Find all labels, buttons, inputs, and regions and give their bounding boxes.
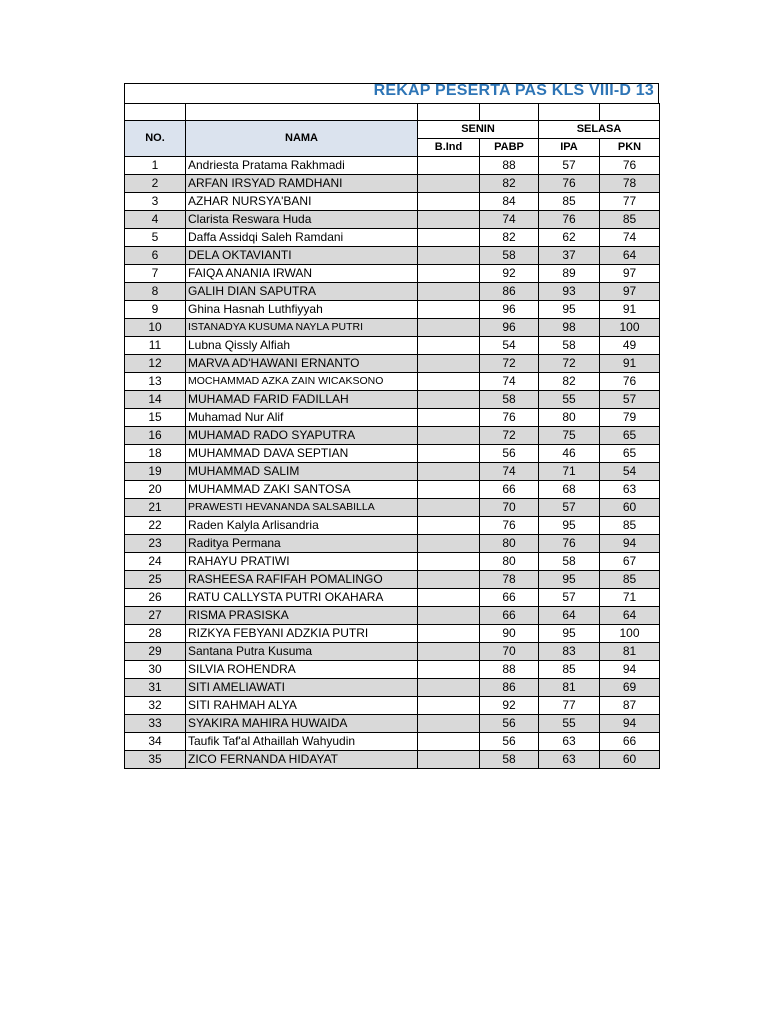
cell-bind: [418, 481, 480, 499]
cell-pkn: 57: [600, 391, 660, 409]
cell-nama: Raditya Permana: [186, 535, 418, 553]
table-row: [125, 517, 660, 535]
cell-bind: [418, 229, 480, 247]
cell-pabp: 92: [480, 697, 539, 715]
header-selasa: SELASA: [539, 121, 660, 139]
cell-ipa: 75: [539, 427, 600, 445]
table-row: [125, 589, 660, 607]
cell-pkn: 94: [600, 661, 660, 679]
cell-ipa: 95: [539, 301, 600, 319]
cell-pabp: 72: [480, 427, 539, 445]
cell-pkn: 87: [600, 697, 660, 715]
sheet-title: REKAP PESERTA PAS KLS VIII-D 13: [373, 82, 654, 99]
cell-ipa: 46: [539, 445, 600, 463]
cell-ipa: 81: [539, 679, 600, 697]
cell-pkn: 76: [600, 157, 660, 175]
cell-bind: [418, 751, 480, 769]
table-row: [125, 607, 660, 625]
cell-bind: [418, 517, 480, 535]
cell-pkn: 54: [600, 463, 660, 481]
title-row: [124, 83, 659, 103]
cell-ipa: 76: [539, 175, 600, 193]
table-row: [125, 355, 660, 373]
cell-nama: MUHAMMAD ZAKI SANTOSA: [186, 481, 418, 499]
cell-bind: [418, 427, 480, 445]
cell-no: 2: [125, 175, 186, 193]
table-row: [125, 481, 660, 499]
cell-no: 22: [125, 517, 186, 535]
cell-pkn: 60: [600, 751, 660, 769]
cell-ipa: 64: [539, 607, 600, 625]
cell-pabp: 72: [480, 355, 539, 373]
cell-bind: [418, 391, 480, 409]
table-row: [125, 661, 660, 679]
table-row: [125, 211, 660, 229]
cell-ipa: 93: [539, 283, 600, 301]
cell-ipa: 95: [539, 517, 600, 535]
cell-ipa: 68: [539, 481, 600, 499]
cell-pabp: 66: [480, 481, 539, 499]
cell-nama: RIZKYA FEBYANI ADZKIA PUTRI: [186, 625, 418, 643]
cell-pabp: 86: [480, 283, 539, 301]
cell-no: 11: [125, 337, 186, 355]
table-row: [125, 247, 660, 265]
cell-pabp: 92: [480, 265, 539, 283]
table-row: [125, 643, 660, 661]
blank-cell: [539, 104, 600, 121]
cell-nama: MARVA AD'HAWANI ERNANTO: [186, 355, 418, 373]
cell-pabp: 70: [480, 499, 539, 517]
table-row: [125, 175, 660, 193]
cell-nama: RAHAYU PRATIWI: [186, 553, 418, 571]
cell-pkn: 81: [600, 643, 660, 661]
cell-no: 24: [125, 553, 186, 571]
cell-pkn: 94: [600, 535, 660, 553]
cell-bind: [418, 337, 480, 355]
cell-nama: FAIQA ANANIA IRWAN: [186, 265, 418, 283]
blank-cell: [125, 104, 186, 121]
cell-pabp: 58: [480, 751, 539, 769]
cell-pabp: 88: [480, 661, 539, 679]
cell-no: 29: [125, 643, 186, 661]
cell-bind: [418, 643, 480, 661]
cell-pabp: 82: [480, 229, 539, 247]
cell-pkn: 64: [600, 607, 660, 625]
cell-nama: Lubna Qissly Alfiah: [186, 337, 418, 355]
cell-bind: [418, 409, 480, 427]
header-senin: SENIN: [418, 121, 539, 139]
cell-nama: ISTANADYA KUSUMA NAYLA PUTRI: [186, 319, 418, 337]
cell-ipa: 37: [539, 247, 600, 265]
cell-ipa: 55: [539, 391, 600, 409]
cell-ipa: 58: [539, 553, 600, 571]
cell-ipa: 95: [539, 571, 600, 589]
cell-no: 18: [125, 445, 186, 463]
cell-pkn: 85: [600, 571, 660, 589]
cell-nama: RISMA PRASISKA: [186, 607, 418, 625]
header-bind: B.Ind: [418, 139, 480, 157]
table-row: [125, 283, 660, 301]
cell-nama: Taufik Taf'al Athaillah Wahyudin: [186, 733, 418, 751]
table-row: [125, 265, 660, 283]
cell-bind: [418, 697, 480, 715]
table-row: [125, 535, 660, 553]
cell-bind: [418, 607, 480, 625]
table-row: [125, 751, 660, 769]
cell-ipa: 76: [539, 211, 600, 229]
cell-bind: [418, 679, 480, 697]
table-row: [125, 193, 660, 211]
cell-ipa: 58: [539, 337, 600, 355]
cell-ipa: 71: [539, 463, 600, 481]
cell-pabp: 80: [480, 535, 539, 553]
cell-no: 21: [125, 499, 186, 517]
cell-ipa: 80: [539, 409, 600, 427]
cell-bind: [418, 247, 480, 265]
table-row: [125, 679, 660, 697]
cell-bind: [418, 319, 480, 337]
cell-bind: [418, 211, 480, 229]
cell-pabp: 56: [480, 715, 539, 733]
cell-nama: Clarista Reswara Huda: [186, 211, 418, 229]
cell-pkn: 76: [600, 373, 660, 391]
cell-nama: Santana Putra Kusuma: [186, 643, 418, 661]
cell-nama: RATU CALLYSTA PUTRI OKAHARA: [186, 589, 418, 607]
table-row: [125, 553, 660, 571]
cell-pkn: 65: [600, 445, 660, 463]
cell-ipa: 76: [539, 535, 600, 553]
cell-ipa: 98: [539, 319, 600, 337]
cell-no: 12: [125, 355, 186, 373]
table-row: [125, 337, 660, 355]
cell-no: 27: [125, 607, 186, 625]
cell-ipa: 85: [539, 661, 600, 679]
cell-nama: MUHAMAD RADO SYAPUTRA: [186, 427, 418, 445]
table-row: [125, 391, 660, 409]
cell-bind: [418, 589, 480, 607]
cell-pkn: 97: [600, 265, 660, 283]
cell-no: 34: [125, 733, 186, 751]
cell-bind: [418, 571, 480, 589]
cell-no: 20: [125, 481, 186, 499]
cell-nama: SYAKIRA MAHIRA HUWAIDA: [186, 715, 418, 733]
cell-ipa: 85: [539, 193, 600, 211]
cell-nama: SITI AMELIAWATI: [186, 679, 418, 697]
cell-no: 10: [125, 319, 186, 337]
cell-pkn: 63: [600, 481, 660, 499]
cell-nama: DELA OKTAVIANTI: [186, 247, 418, 265]
cell-nama: MUHAMMAD SALIM: [186, 463, 418, 481]
cell-bind: [418, 157, 480, 175]
table-row: [125, 301, 660, 319]
cell-pabp: 74: [480, 463, 539, 481]
cell-pabp: 76: [480, 409, 539, 427]
cell-bind: [418, 661, 480, 679]
cell-nama: PRAWESTI HEVANANDA SALSABILLA: [186, 499, 418, 517]
table-row: [125, 229, 660, 247]
cell-bind: [418, 463, 480, 481]
table-row: [125, 697, 660, 715]
cell-pkn: 66: [600, 733, 660, 751]
cell-pkn: 100: [600, 319, 660, 337]
cell-pabp: 58: [480, 247, 539, 265]
cell-ipa: 89: [539, 265, 600, 283]
header-ipa: IPA: [539, 139, 600, 157]
cell-pkn: 91: [600, 301, 660, 319]
table-row: [125, 571, 660, 589]
cell-nama: SITI RAHMAH ALYA: [186, 697, 418, 715]
cell-no: 15: [125, 409, 186, 427]
cell-ipa: 63: [539, 751, 600, 769]
cell-pkn: 64: [600, 247, 660, 265]
cell-nama: ARFAN IRSYAD RAMDHANI: [186, 175, 418, 193]
cell-bind: [418, 553, 480, 571]
cell-pabp: 56: [480, 445, 539, 463]
cell-no: 33: [125, 715, 186, 733]
table-row: [125, 625, 660, 643]
cell-pabp: 84: [480, 193, 539, 211]
cell-no: 30: [125, 661, 186, 679]
table-row: [125, 157, 660, 175]
table-row: [125, 463, 660, 481]
cell-pabp: 56: [480, 733, 539, 751]
cell-nama: RASHEESA RAFIFAH POMALINGO: [186, 571, 418, 589]
cell-pkn: 100: [600, 625, 660, 643]
table-row: [125, 715, 660, 733]
header-pabp: PABP: [480, 139, 539, 157]
blank-cell: [186, 104, 418, 121]
cell-pabp: 66: [480, 607, 539, 625]
cell-pkn: 78: [600, 175, 660, 193]
cell-no: 7: [125, 265, 186, 283]
cell-no: 23: [125, 535, 186, 553]
score-table: [124, 103, 660, 769]
cell-no: 35: [125, 751, 186, 769]
cell-no: 32: [125, 697, 186, 715]
cell-no: 16: [125, 427, 186, 445]
cell-pkn: 91: [600, 355, 660, 373]
cell-nama: Raden Kalyla Arlisandria: [186, 517, 418, 535]
blank-row: [125, 104, 660, 121]
cell-pabp: 76: [480, 517, 539, 535]
table-row: [125, 445, 660, 463]
cell-ipa: 62: [539, 229, 600, 247]
cell-pabp: 88: [480, 157, 539, 175]
cell-pkn: 94: [600, 715, 660, 733]
cell-no: 28: [125, 625, 186, 643]
cell-pabp: 82: [480, 175, 539, 193]
cell-pkn: 60: [600, 499, 660, 517]
blank-cell: [600, 104, 660, 121]
cell-no: 19: [125, 463, 186, 481]
cell-nama: Daffa Assidqi Saleh Ramdani: [186, 229, 418, 247]
cell-pkn: 85: [600, 211, 660, 229]
table-row: [125, 733, 660, 751]
table-row: [125, 499, 660, 517]
cell-bind: [418, 175, 480, 193]
table-row: [125, 373, 660, 391]
cell-no: 5: [125, 229, 186, 247]
cell-pkn: 97: [600, 283, 660, 301]
table-row: [125, 319, 660, 337]
cell-no: 9: [125, 301, 186, 319]
cell-pkn: 79: [600, 409, 660, 427]
header-row-days: [125, 121, 660, 139]
cell-pabp: 96: [480, 319, 539, 337]
cell-bind: [418, 733, 480, 751]
cell-bind: [418, 355, 480, 373]
cell-bind: [418, 193, 480, 211]
cell-pkn: 69: [600, 679, 660, 697]
cell-nama: MUHAMAD FARID FADILLAH: [186, 391, 418, 409]
cell-no: 13: [125, 373, 186, 391]
cell-no: 14: [125, 391, 186, 409]
cell-no: 1: [125, 157, 186, 175]
cell-pabp: 96: [480, 301, 539, 319]
cell-pabp: 90: [480, 625, 539, 643]
cell-pkn: 71: [600, 589, 660, 607]
cell-no: 6: [125, 247, 186, 265]
cell-bind: [418, 283, 480, 301]
cell-ipa: 55: [539, 715, 600, 733]
cell-nama: MOCHAMMAD AZKA ZAIN WICAKSONO: [186, 373, 418, 391]
blank-cell: [418, 104, 480, 121]
cell-ipa: 72: [539, 355, 600, 373]
spreadsheet: [124, 83, 659, 769]
cell-nama: ZICO FERNANDA HIDAYAT: [186, 751, 418, 769]
cell-no: 4: [125, 211, 186, 229]
cell-nama: MUHAMMAD DAVA SEPTIAN: [186, 445, 418, 463]
header-nama: NAMA: [186, 121, 418, 157]
cell-pabp: 58: [480, 391, 539, 409]
cell-bind: [418, 445, 480, 463]
cell-ipa: 82: [539, 373, 600, 391]
cell-ipa: 83: [539, 643, 600, 661]
cell-pabp: 54: [480, 337, 539, 355]
cell-pkn: 77: [600, 193, 660, 211]
cell-pabp: 66: [480, 589, 539, 607]
header-no: NO.: [125, 121, 186, 157]
cell-nama: Ghina Hasnah Luthfiyyah: [186, 301, 418, 319]
cell-pkn: 49: [600, 337, 660, 355]
header-pkn: PKN: [600, 139, 660, 157]
cell-nama: AZHAR NURSYA'BANI: [186, 193, 418, 211]
cell-bind: [418, 625, 480, 643]
cell-pkn: 85: [600, 517, 660, 535]
cell-pabp: 74: [480, 373, 539, 391]
cell-pabp: 70: [480, 643, 539, 661]
cell-ipa: 77: [539, 697, 600, 715]
cell-pabp: 86: [480, 679, 539, 697]
cell-bind: [418, 265, 480, 283]
cell-no: 31: [125, 679, 186, 697]
blank-cell: [480, 104, 539, 121]
cell-no: 25: [125, 571, 186, 589]
cell-pkn: 65: [600, 427, 660, 445]
cell-ipa: 57: [539, 157, 600, 175]
cell-bind: [418, 301, 480, 319]
cell-pkn: 74: [600, 229, 660, 247]
cell-no: 8: [125, 283, 186, 301]
cell-bind: [418, 535, 480, 553]
cell-nama: Andriesta Pratama Rakhmadi: [186, 157, 418, 175]
cell-ipa: 95: [539, 625, 600, 643]
table-body: [125, 157, 660, 769]
cell-nama: SILVIA ROHENDRA: [186, 661, 418, 679]
cell-bind: [418, 499, 480, 517]
cell-pabp: 80: [480, 553, 539, 571]
table-row: [125, 409, 660, 427]
cell-ipa: 63: [539, 733, 600, 751]
cell-ipa: 57: [539, 589, 600, 607]
cell-pabp: 74: [480, 211, 539, 229]
cell-bind: [418, 373, 480, 391]
cell-bind: [418, 715, 480, 733]
cell-pabp: 78: [480, 571, 539, 589]
cell-nama: GALIH DIAN SAPUTRA: [186, 283, 418, 301]
cell-nama: Muhamad Nur Alif: [186, 409, 418, 427]
cell-no: 26: [125, 589, 186, 607]
table-row: [125, 427, 660, 445]
cell-pkn: 67: [600, 553, 660, 571]
cell-no: 3: [125, 193, 186, 211]
cell-ipa: 57: [539, 499, 600, 517]
